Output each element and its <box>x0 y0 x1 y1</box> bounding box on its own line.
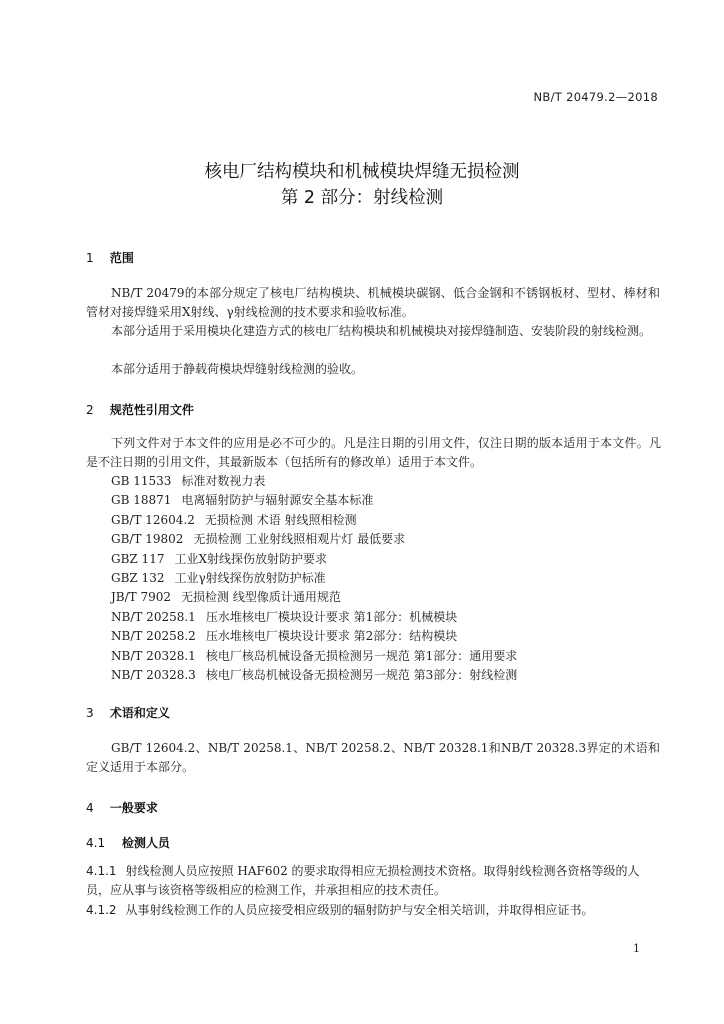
reference-title: 无损检测 工业射线照相观片灯 最低要求 <box>193 532 406 547</box>
section-title: 范围 <box>109 251 134 265</box>
reference-item <box>111 550 517 569</box>
section-number: 4 <box>86 801 94 815</box>
page-number: 1 <box>633 942 640 955</box>
reference-list <box>111 472 517 685</box>
reference-item <box>111 530 517 549</box>
section-title: 一般要求 <box>109 801 158 815</box>
reference-item <box>111 647 517 666</box>
section-3-heading <box>86 704 170 721</box>
document-subtitle: 第 2 部分：射线检测 <box>280 188 444 208</box>
paragraph: 本部分适用于静载荷模块焊缝射线检测的验收。 <box>111 362 364 376</box>
paragraph: 本部分适用于采用模块化建造方式的核电厂结构模块和机械模块对接焊缝制造、安装阶段的射线检测。 <box>111 324 652 338</box>
section-title: 规范性引用文件 <box>109 403 194 417</box>
reference-title: 无损检测 术语 射线照相检测 <box>204 512 357 527</box>
section-2-heading <box>86 401 194 418</box>
reference-code: GB/T 19802 <box>111 532 184 547</box>
paragraph: 下列文件对于本文件的应用是必不可少的。凡是注日期的引用文件，仅注日期的版本适用于本文件。凡是不注日期的引用文件，其最新版本（包括所有的修改单）适用于本文件。 <box>86 436 661 469</box>
reference-code: JB/T 7902 <box>111 590 172 605</box>
reference-code: NB/T 20258.2 <box>111 629 196 644</box>
reference-title: 工业X射线探伤放射防护要求 <box>174 551 328 566</box>
reference-code: GBZ 132 <box>111 570 165 585</box>
reference-title: 压水堆核电厂模块设计要求 第2部分：结构模块 <box>205 629 458 644</box>
reference-code: NB/T 20258.1 <box>111 609 196 624</box>
reference-code: GB 18871 <box>111 493 172 508</box>
section-title: 术语和定义 <box>109 706 170 720</box>
reference-item <box>111 588 517 607</box>
clause-4-1-2 <box>86 901 660 920</box>
reference-title: 核电厂核岛机械设备无损检测另一规范 第3部分：射线检测 <box>205 667 518 682</box>
subsection-4-1-heading <box>86 834 170 851</box>
subsection-title: 检测人员 <box>121 836 170 850</box>
reference-item <box>111 666 517 685</box>
section-number: 1 <box>86 251 94 265</box>
reference-item <box>111 569 517 588</box>
reference-title: 工业γ射线探伤放射防护标准 <box>174 570 326 585</box>
reference-item <box>111 627 517 646</box>
reference-item <box>111 511 517 530</box>
reference-code: GB/T 12604.2 <box>111 512 195 527</box>
standard-number: NB/T 20479.2—2018 <box>533 90 658 104</box>
reference-title: 无损检测 线型像质计通用规范 <box>181 590 341 605</box>
subsection-number: 4.1 <box>86 836 106 850</box>
reference-code: GBZ 117 <box>111 551 165 566</box>
paragraph: NB/T 20479的本部分规定了核电厂结构模块、机械模块碳钢、低合金钢和不锈钢板材、型材、棒材和管材对接焊缝采用X射线、γ射线检测的技术要求和验收标准。 <box>86 286 660 319</box>
reference-code: NB/T 20328.1 <box>111 648 196 663</box>
reference-item <box>111 472 517 491</box>
section-1-heading <box>86 249 134 266</box>
reference-item <box>111 608 517 627</box>
document-title: 核电厂结构模块和机械模块焊缝无损检测 <box>204 162 520 182</box>
section-4-heading <box>86 799 158 816</box>
section-number: 3 <box>86 706 94 720</box>
reference-code: NB/T 20328.3 <box>111 667 196 682</box>
reference-code: GB 11533 <box>111 474 172 488</box>
reference-title: 压水堆核电厂模块设计要求 第1部分：机械模块 <box>205 609 458 624</box>
clause-text: 从事射线检测工作的人员应接受相应级别的辐射防护与安全相关培训，并取得相应证书。 <box>125 903 594 917</box>
reference-item <box>111 491 517 510</box>
reference-title: 电离辐射防护与辐射源安全基本标准 <box>181 493 374 508</box>
reference-title: 核电厂核岛机械设备无损检测另一规范 第1部分：通用要求 <box>205 648 518 663</box>
section-number: 2 <box>86 403 94 417</box>
clause-number: 4.1.2 <box>86 903 117 917</box>
reference-title: 标准对数视力表 <box>181 474 266 488</box>
paragraph: GB/T 12604.2、NB/T 20258.1、NB/T 20258.2、NB/T 20328.1和NB/T 20328.3界定的术语和定义适用于本部分。 <box>86 741 660 774</box>
clause-number: 4.1.1 <box>86 864 117 878</box>
clause-text: 射线检测人员应按照 HAF602 的要求取得相应无损检测技术资格。取得射线检测各资格等级的人员，应从事与该资格等级相应的检测工作，并承担相应的技术责任。 <box>86 864 640 897</box>
clause-4-1-1 <box>86 862 660 900</box>
